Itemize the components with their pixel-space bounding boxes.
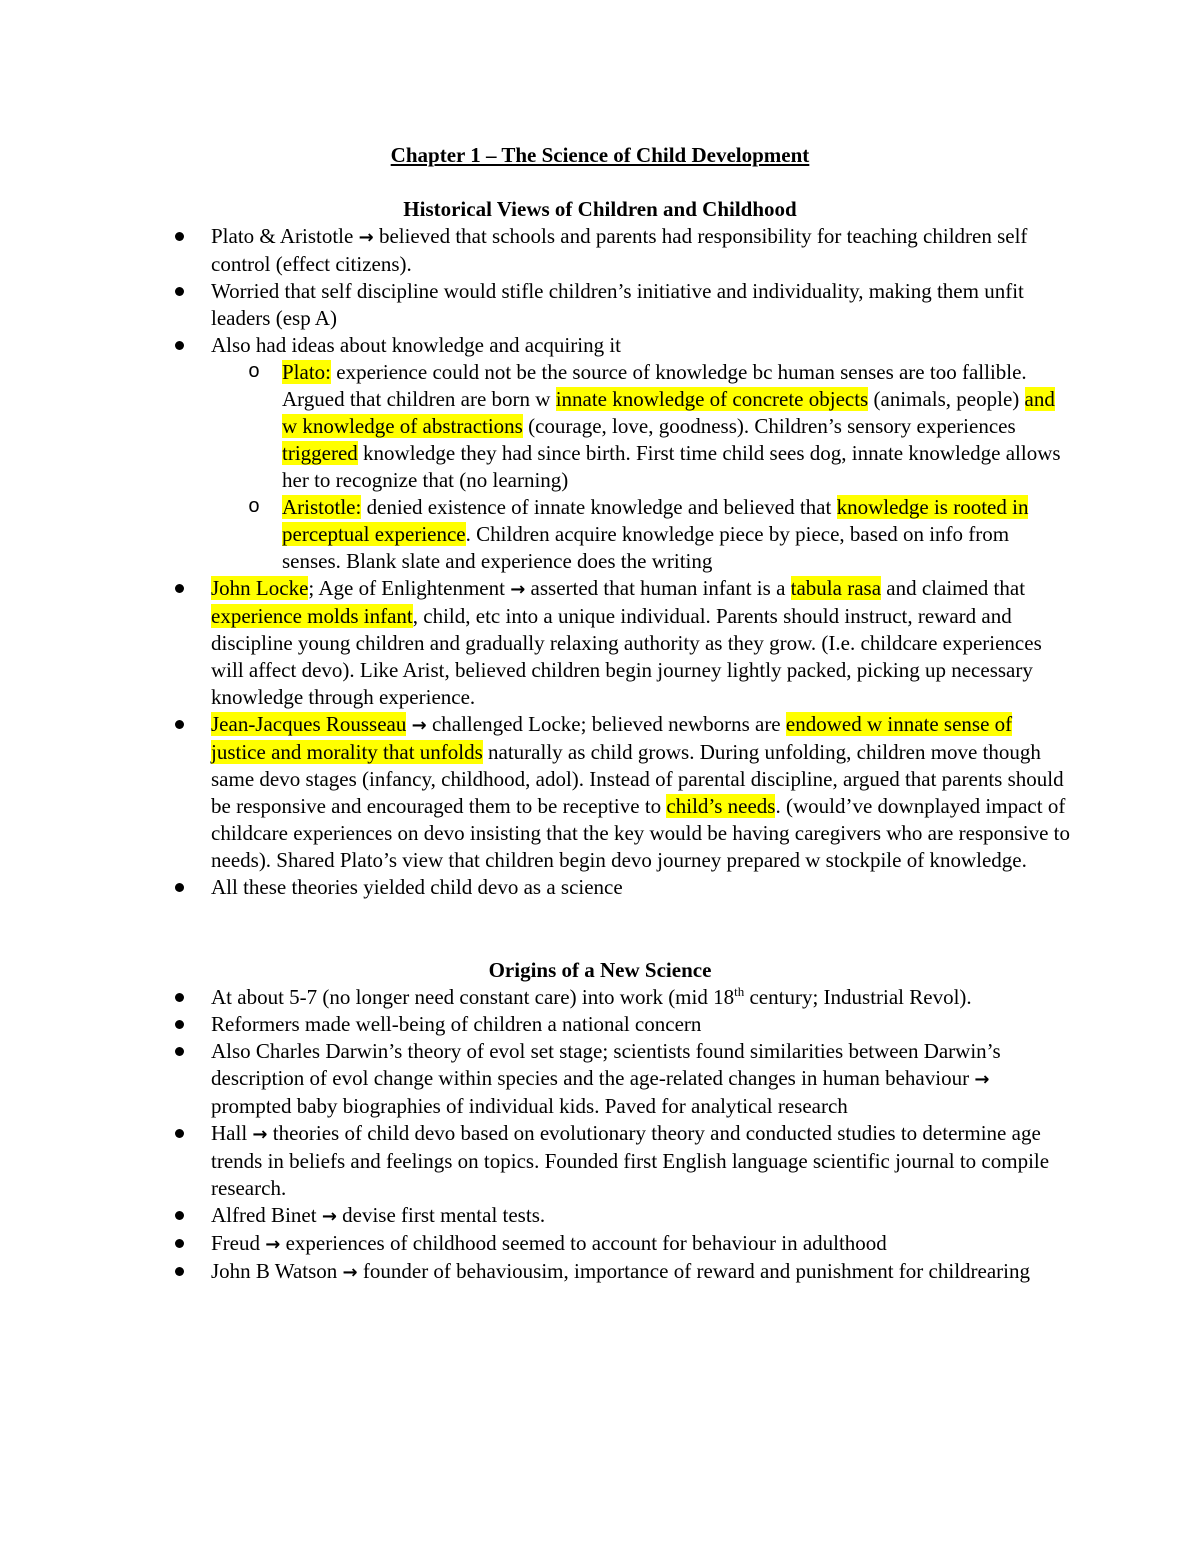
- document-title: Chapter 1 – The Science of Child Development: [390, 143, 810, 167]
- list-item: All these theories yielded child devo as a science: [211, 874, 1071, 901]
- list-item: John Locke; Age of Enlightenment → asserted that human infant is a tabula rasa and claimed that experience molds infant, child, etc into a unique individual. Parents should instruct, reward and discipline young children and gradually relaxing authority as they grow. (I.e. childcare experiences will affect devo). Like Arist, believed children begin journey lightly packed, picking up necessary knowledge through experience.: [211, 575, 1071, 711]
- bullet-icon: [175, 1211, 184, 1220]
- bullet-icon: [175, 584, 184, 593]
- sub-bullet-icon: o: [248, 361, 261, 384]
- section-heading-historical-views: Historical Views of Children and Childhood: [403, 197, 797, 221]
- right-arrow-icon: →: [321, 1206, 337, 1227]
- list-item: Also Charles Darwin’s theory of evol set stage; scientists found similarities between Darwin’s description of evol change within species and the age-related changes in human behaviour → prompted baby biographies of individual kids. Paved for analytical research: [211, 1038, 1071, 1120]
- highlighted-text: Jean-Jacques Rousseau: [211, 712, 407, 736]
- bullet-icon: [175, 287, 184, 296]
- sub-list-item-aristotle: o Aristotle: denied existence of innate knowledge and believed that knowledge is rooted in perceptual experience. Children acquire knowledge piece by piece, based on info from senses. Blank slate and experience does the writing: [248, 495, 1029, 573]
- right-arrow-icon: →: [342, 1262, 358, 1283]
- list-item: Reformers made well-being of children a national concern: [211, 1011, 1071, 1038]
- highlighted-text: and w knowledge of abstractions: [282, 387, 1055, 438]
- list-item: Also had ideas about knowledge and acquiring it o Plato: experience could not be the source of knowledge bc human senses are too fallible. Argued that children are born w innate knowledge of concrete objects (animals, people) and w knowledge of abstractions (courage, love, goodness). Children’s sensory experiences triggered knowledge they had since birth. First time child sees dog, innate knowledge allows her to recognize that (no learning) o Aristotle: denied existence of innate knowledge and believed that knowledge is rooted in perceptual experience. Children acquire knowledge piece by piece, based on info from senses. Blank slate and experience does the writing: [211, 332, 1071, 575]
- bullet-icon: [175, 341, 184, 350]
- bullet-icon: [175, 1267, 184, 1276]
- list-item: Hall → theories of child devo based on evolutionary theory and conducted studies to determine age trends in beliefs and feelings on topics. Founded first English language scientific journal to compile research.: [211, 1120, 1071, 1202]
- highlighted-text: child’s needs: [666, 794, 776, 818]
- section-heading-origins: Origins of a New Science: [488, 958, 712, 982]
- list-item: Worried that self discipline would stifle children’s initiative and individuality, making them unfit leaders (esp A): [211, 278, 1071, 332]
- bullet-icon: [175, 883, 184, 892]
- highlighted-text: triggered: [282, 441, 358, 465]
- bullet-icon: [175, 232, 184, 241]
- list-item: Plato & Aristotle → believed that schools and parents had responsibility for teaching children self control (effect citizens).: [211, 223, 1071, 278]
- list-item: Jean-Jacques Rousseau → challenged Locke; believed newborns are endowed w innate sense of justice and morality that unfolds naturally as child grows. During unfolding, children move though same devo stages (infancy, childhood, adol). Instead of parental discipline, argued that parents should be responsive and encouraged them to be receptive to child’s needs. (would’ve downplayed impact of childcare experiences on devo insisting that the key would be having caregivers who are responsive to needs). Shared Plato’s view that children begin devo journey prepared w stockpile of knowledge.: [211, 711, 1071, 874]
- highlighted-text: knowledge is rooted in perceptual experience: [282, 495, 1029, 546]
- highlighted-text: John Locke: [211, 576, 309, 600]
- highlighted-text: innate knowledge of concrete objects: [555, 387, 869, 411]
- right-arrow-icon: →: [411, 715, 427, 736]
- origins-list: [211, 984, 1071, 1286]
- list-item: At about 5-7 (no longer need constant care) into work (mid 18th century; Industrial Revol).: [211, 984, 1071, 1011]
- right-arrow-icon: →: [265, 1234, 281, 1255]
- sub-list: [211, 359, 1071, 575]
- historical-views-list: [211, 223, 1071, 901]
- right-arrow-icon: →: [358, 227, 374, 248]
- superscript: th: [734, 984, 745, 999]
- list-item: Freud → experiences of childhood seemed to account for behaviour in adulthood: [211, 1230, 1071, 1258]
- bullet-icon: [175, 1047, 184, 1056]
- bullet-icon: [175, 1020, 184, 1029]
- bullet-icon: [175, 993, 184, 1002]
- highlighted-text: tabula rasa: [790, 576, 882, 600]
- sub-bullet-icon: o: [248, 496, 261, 519]
- bullet-icon: [175, 1239, 184, 1248]
- bullet-icon: [175, 1129, 184, 1138]
- list-item: Alfred Binet → devise first mental tests.: [211, 1202, 1071, 1230]
- bullet-icon: [175, 720, 184, 729]
- highlighted-text: Aristotle:: [282, 495, 362, 519]
- right-arrow-icon: →: [510, 579, 526, 600]
- list-item: John B Watson → founder of behaviousim, importance of reward and punishment for childrearing: [211, 1258, 1071, 1286]
- sub-list-item-plato: o Plato: experience could not be the source of knowledge bc human senses are too fallible. Argued that children are born w innate knowledge of concrete objects (animals, people) and w knowledge of abstractions (courage, love, goodness). Children’s sensory experiences triggered knowledge they had since birth. First time child sees dog, innate knowledge allows her to recognize that (no learning): [248, 360, 1061, 492]
- right-arrow-icon: →: [974, 1069, 990, 1090]
- highlighted-text: Plato:: [282, 360, 332, 384]
- right-arrow-icon: →: [252, 1124, 268, 1145]
- highlighted-text: endowed w innate sense of justice and morality that unfolds: [211, 712, 1013, 764]
- highlighted-text: experience molds infant: [211, 604, 413, 628]
